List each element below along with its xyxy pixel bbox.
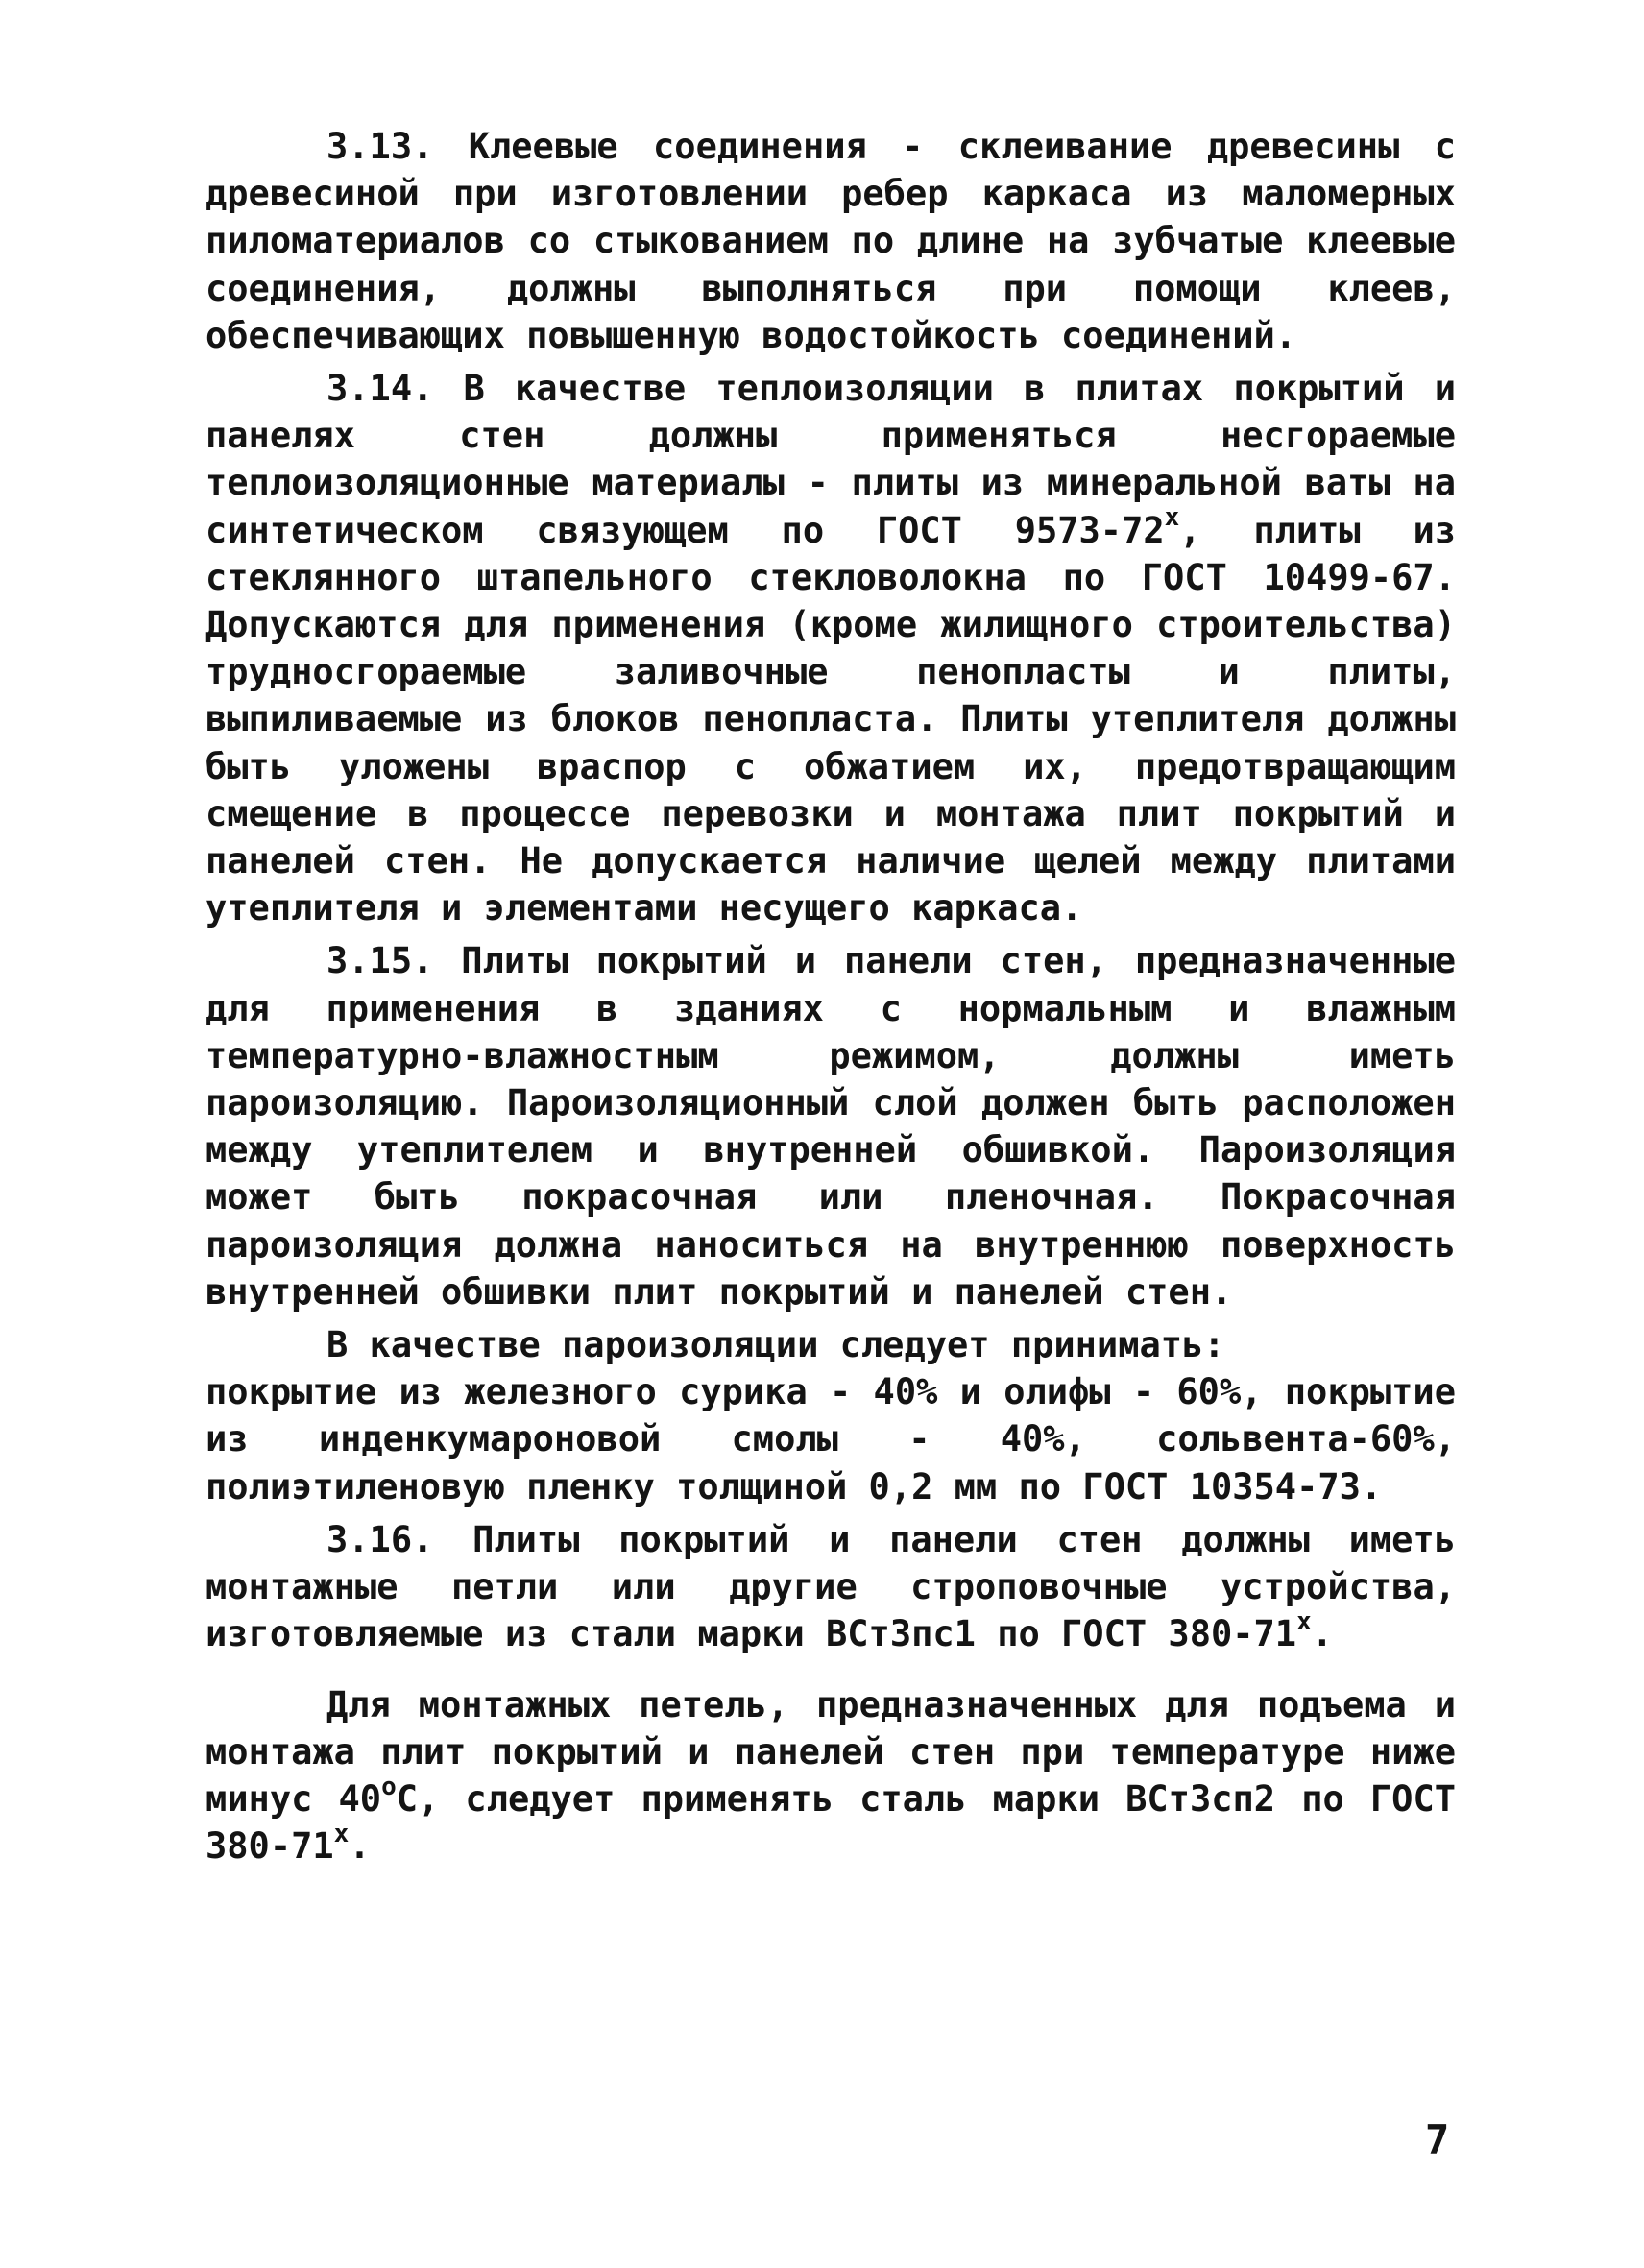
superscript-degree: о [381,1772,397,1801]
paragraph-mounting-loops-text: Для монтажных петель, предназначенных для подъема и монтажа плит покрытий и панелей стен при температуре ниже минус 40 [206,1683,1456,1820]
paragraph-3-13 [206,123,1456,359]
paragraph-vapor-barrier [206,1321,1456,1368]
paragraph-3-14-text-b: , плиты из стеклянного штапельного стекловолокна по ГОСТ 10499-67. Допускаются для применения (кроме жилищного строительства) трудносгораемые заливочные пенопласты и плиты, выпиливаемые из блоков пенопласта. Плиты утеплителя должны быть уложены враспор с обжатием их, предотвращающим смещение в процессе перевозки и монтажа плит покрытий и панелей стен. Не допускается наличие щелей между плитами утеплителя и элементами несущего каркаса. [206,509,1456,929]
paragraph-mounting-loops-tail: . [349,1825,371,1868]
paragraph-3-15-text: 3.15. Плиты покрытий и панели стен, предназначенные для применения в зданиях с нормальным и влажным температурно-влажностным режимом, должны иметь пароизоляцию. Пароизоляционный слой должен быть расположен между утеплителем и внутренней обшивкой. Пароизоляция может быть покрасочная или пленочная. Покрасочная пароизоляция должна наноситься на внутреннюю поверхность внутренней обшивки плит покрытий и панелей стен. [206,940,1456,1313]
paragraph-3-14 [206,365,1456,931]
page-number: 7 [1425,2116,1450,2163]
superscript-x: х [333,1819,350,1848]
paragraph-3-16-tail: . [1311,1613,1334,1655]
paragraph-3-15 [206,937,1456,1315]
superscript-x: х [1164,503,1180,533]
paragraph-mounting-loops [206,1681,1456,1870]
paragraph-mounting-loops-text-mid: С, следует применять сталь марки ВСт3сп2 по ГОСТ 380-71 [206,1777,1456,1868]
paragraph-3-16 [206,1516,1456,1658]
paragraph-3-13-text: 3.13. Клеевые соединения - склеивание древесины с древесиной при изготовлении ребер каркаса из маломерных пиломатериалов со стыкованием по длине на зубчатые клеевые соединения, должны выполняться при помощи клеев, обеспечивающих повышенную водостойкость соединений. [206,126,1456,356]
superscript-x: х [1296,1606,1312,1636]
paragraph-vapor-options-text: покрытие из железного сурика - 40% и олифы - 60%, покрытие из инденкумароновой смолы - 40%, сольвента-60%, полиэтиленовую пленку толщиной 0,2 мм по ГОСТ 10354-73. [206,1371,1456,1508]
paragraph-3-16-text: 3.16. Плиты покрытий и панели стен должны иметь монтажные петли или другие строповочные устройства, изготовляемые из стали марки ВСт3пс1 по ГОСТ 380-71 [206,1518,1456,1655]
paragraph-vapor-barrier-text: В качестве пароизоляции следует принимать: [326,1324,1225,1366]
paragraph-vapor-options [206,1368,1456,1510]
body-text [206,123,1456,1870]
paragraph-3-14-text-a: 3.14. В качестве теплоизоляции в плитах покрытий и панелях стен должны применяться несгораемые теплоизоляционные материалы - плиты из минеральной ваты на синтетическом связующем по ГОСТ 9573-72 [206,368,1456,551]
